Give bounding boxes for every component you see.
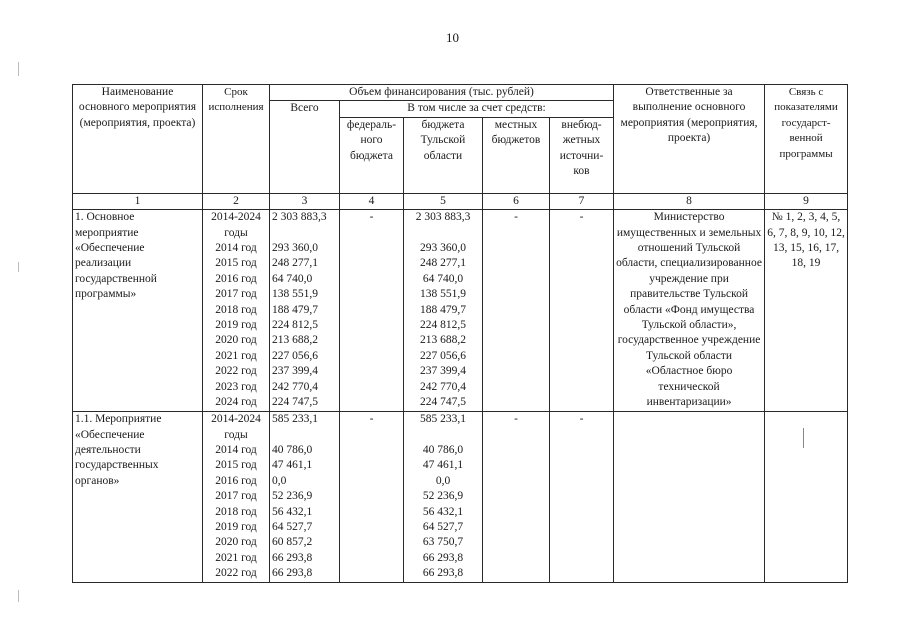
cell-line: 138 551,9 <box>272 288 318 301</box>
cell-line: 2022 год <box>215 365 257 378</box>
indicator-links <box>765 412 848 582</box>
cell-line: 40 786,0 <box>422 444 464 456</box>
cell-line: 2022 год <box>215 567 257 580</box>
period-list <box>203 210 270 412</box>
column-number: 7 <box>550 193 614 209</box>
extra-value: - <box>550 412 614 582</box>
cell-line: 2020 год <box>215 334 257 347</box>
cell-line: 2014-2024 <box>211 211 261 224</box>
federal-value: - <box>340 210 404 412</box>
header-local: местных бюджетов <box>483 117 550 193</box>
cell-line: 2020 год <box>215 536 257 549</box>
column-number-row <box>73 193 848 209</box>
cell-line: 2014 год <box>215 242 257 254</box>
period-list <box>203 412 270 582</box>
cell-line: 2016 год <box>215 272 257 285</box>
cell-line: 2017 год <box>215 288 257 301</box>
cell-line: 2019 год <box>215 520 257 533</box>
section-name: 1. Основное мероприятие «Обеспечение реализации государственной программы» <box>73 210 203 412</box>
cell-line: 66 293,8 <box>422 567 464 580</box>
cell-line: 248 277,1 <box>420 257 466 270</box>
cell-line: 2014-2024 <box>211 413 261 426</box>
cell-line: 0,0 <box>435 474 451 487</box>
cell-line: 224 812,5 <box>420 318 466 331</box>
column-number: 2 <box>203 193 270 209</box>
cell-line: 66 293,8 <box>272 551 313 564</box>
cell-line: 56 432,1 <box>272 505 313 518</box>
cell-line: 2016 год <box>215 474 257 487</box>
responsible-text: Министерство имущественных и земельных отношений Тульской области, специализированное учреждение при правительстве Тульской области «Фонд имущества Тульской области», государственное учреждение Тульской области «Областное бюро технической инвентаризации» <box>614 210 765 412</box>
cell-line: 2 303 883,3 <box>272 211 327 224</box>
cell-line: 2015 год <box>215 459 257 472</box>
column-number: 9 <box>765 193 848 209</box>
cell-line: 237 399,4 <box>420 365 466 378</box>
cell-line <box>406 428 480 443</box>
responsible-text <box>614 412 765 582</box>
cell-line: 52 236,9 <box>422 490 464 503</box>
cell-line: 40 786,0 <box>272 444 313 456</box>
cell-line: 585 233,1 <box>272 413 318 426</box>
cell-line: 66 293,8 <box>422 551 464 564</box>
cell-line: 248 277,1 <box>272 257 318 270</box>
cell-line: 2023 год <box>215 380 257 393</box>
cell-line: 63 750,7 <box>422 536 464 549</box>
cell-line: 237 399,4 <box>272 365 318 378</box>
column-number: 5 <box>404 193 483 209</box>
cell-line: 242 770,4 <box>272 380 318 393</box>
scan-mark <box>18 590 19 602</box>
local-value: - <box>483 210 550 412</box>
regional-values <box>404 412 483 582</box>
cell-line: 60 857,2 <box>272 536 313 549</box>
total-values <box>270 210 340 412</box>
cell-line: 56 432,1 <box>422 505 464 518</box>
header-total: Всего <box>270 101 340 193</box>
cell-line <box>272 226 337 241</box>
cell-line: 64 740,0 <box>272 272 313 285</box>
cell-line: 585 233,1 <box>420 413 466 426</box>
cell-line: 64 527,7 <box>422 520 464 533</box>
cell-line: 0,0 <box>272 474 287 487</box>
cell-line: 2017 год <box>215 490 257 503</box>
total-values <box>270 412 340 582</box>
column-number: 4 <box>340 193 404 209</box>
column-number: 6 <box>483 193 550 209</box>
cell-line: 224 747,5 <box>272 395 318 408</box>
cell-line: 2 303 883,3 <box>415 211 471 224</box>
financing-table <box>72 84 848 583</box>
cell-line: 188 479,7 <box>272 303 318 316</box>
header-link: Связь с показателями государст-венной программы <box>765 85 848 194</box>
scan-mark <box>18 62 19 76</box>
section-name: 1.1. Мероприятие «Обеспечение деятельности государственных органов» <box>73 412 203 582</box>
header-federal: федераль-ного бюджета <box>340 117 404 193</box>
cell-line: 47 461,1 <box>272 459 313 472</box>
cell-line: 2021 год <box>215 551 257 564</box>
cell-line: годы <box>224 226 248 239</box>
column-number: 3 <box>270 193 340 209</box>
indicator-links: № 1, 2, 3, 4, 5, 6, 7, 8, 9, 10, 12, 13, 15, 16, 17, 18, 19 <box>765 210 848 412</box>
extra-value: - <box>550 210 614 412</box>
cell-line: 242 770,4 <box>420 380 466 393</box>
cell-line: 2021 год <box>215 349 257 362</box>
cell-line: 47 461,1 <box>422 459 464 472</box>
cell-line: 227 056,6 <box>420 349 466 362</box>
cell-line: 188 479,7 <box>420 303 466 316</box>
cell-line: 66 293,8 <box>272 567 313 580</box>
cell-line <box>272 428 337 443</box>
cell-line: 64 740,0 <box>422 272 464 285</box>
cell-line: 213 688,2 <box>420 334 466 347</box>
header-extra: внебюд-жетных источни-ков <box>550 117 614 193</box>
column-number: 8 <box>614 193 765 209</box>
cell-line: 224 747,5 <box>420 395 466 408</box>
header-term: Срок исполнения <box>203 85 270 194</box>
scan-mark <box>803 428 804 448</box>
cell-line: 224 812,5 <box>272 318 318 331</box>
federal-value: - <box>340 412 404 582</box>
cell-line: 227 056,6 <box>272 349 318 362</box>
column-number: 1 <box>73 193 203 209</box>
cell-line: 2018 год <box>215 303 257 316</box>
cell-line: 52 236,9 <box>272 490 313 503</box>
cell-line <box>406 226 480 241</box>
cell-line: 64 527,7 <box>272 520 313 533</box>
cell-line: 293 360,0 <box>420 242 466 254</box>
cell-line: 138 551,9 <box>420 288 466 301</box>
cell-line: 2019 год <box>215 318 257 331</box>
scan-mark <box>18 262 19 272</box>
cell-line: 293 360,0 <box>272 242 318 254</box>
header-regional: бюджета Тульской области <box>404 117 483 193</box>
cell-line: 213 688,2 <box>272 334 318 347</box>
cell-line: 2024 год <box>215 395 257 408</box>
header-volume: Объем финансирования (тыс. рублей) <box>270 85 614 101</box>
local-value: - <box>483 412 550 582</box>
table-row <box>73 412 848 582</box>
table-row <box>73 210 848 412</box>
cell-line: 2014 год <box>215 444 257 456</box>
cell-line: 2015 год <box>215 257 257 270</box>
header-responsible: Ответственные за выполнение основного мероприятия (мероприятия, проекта) <box>614 85 765 194</box>
header-including: В том числе за счет средств: <box>340 101 614 117</box>
cell-line: 2018 год <box>215 505 257 518</box>
regional-values <box>404 210 483 412</box>
cell-line: годы <box>224 428 248 441</box>
header-name: Наименование основного мероприятия (мероприятия, проекта) <box>73 85 203 194</box>
page-number: 10 <box>446 30 459 45</box>
